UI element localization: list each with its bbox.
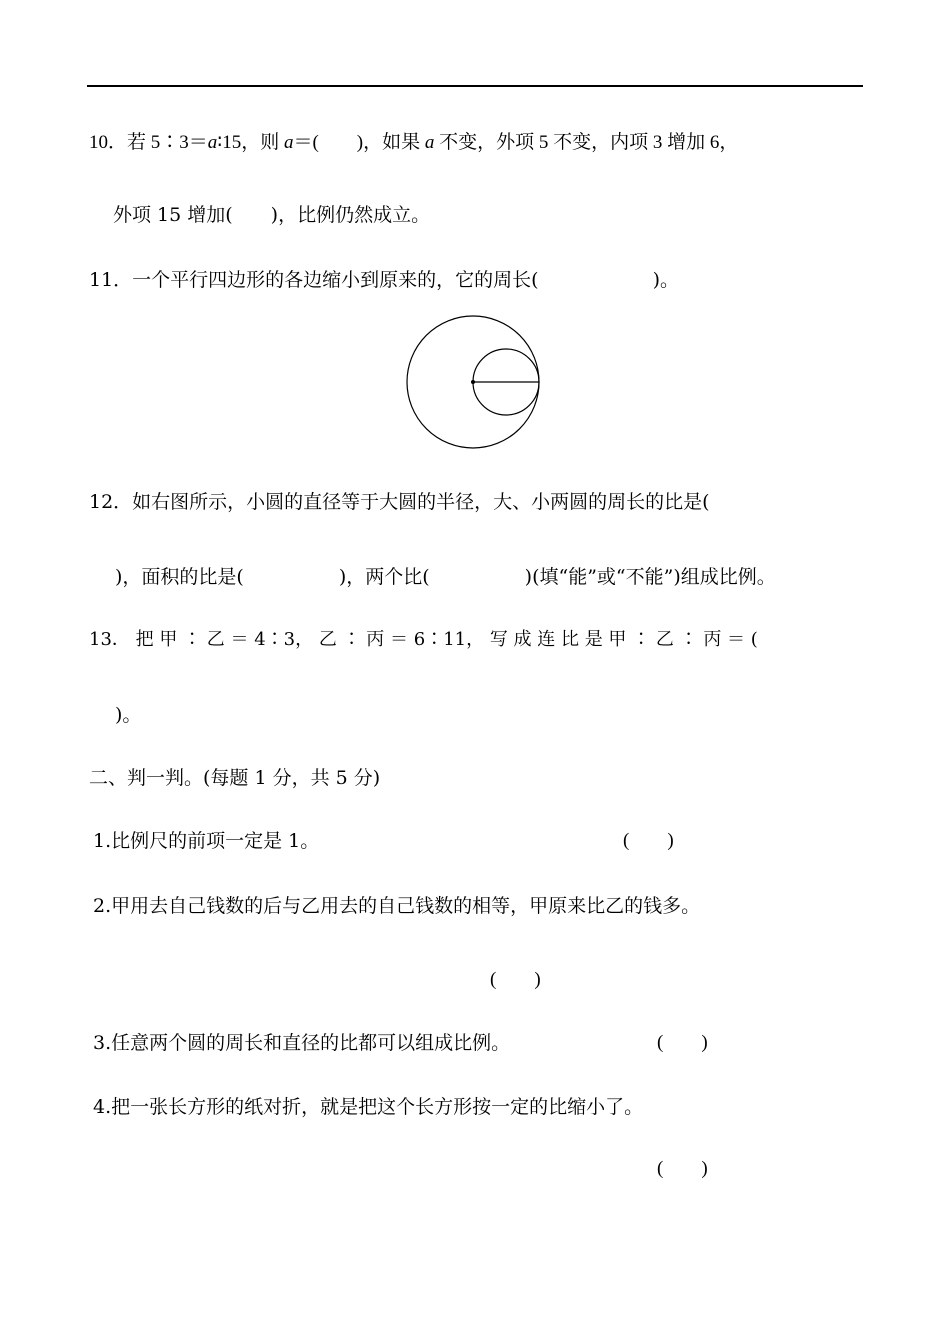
- judge-item-4: 4.把一张长方形的纸对折，就是把这个长方形按一定的比缩小了。: [93, 1096, 644, 1118]
- q10-var-a-1: a: [207, 132, 218, 153]
- q10-part-b: 5∶3＝: [150, 132, 208, 153]
- q10-part-h: 不变，外项 5 不变，内项 3 增加 6，: [434, 132, 739, 153]
- question-12-line-1: 12．如右图所示，小圆的直径等于大圆的半径，大、小两圆的周长的比是(: [89, 491, 710, 513]
- section-2-heading: 二、判一判。(每题 1 分，共 5 分): [89, 767, 381, 789]
- question-10-line-1: [89, 130, 738, 155]
- judge-item-2: 2.甲用去自己钱数的后与乙用去的自己钱数的相等，甲原来比乙的钱多。: [93, 895, 701, 917]
- header-rule: [87, 85, 863, 87]
- judge-item-1-answer[interactable]: ( ): [623, 830, 674, 851]
- q10-part-f: ＝( )，如果: [293, 132, 425, 153]
- judge-item-4-answer[interactable]: ( ): [657, 1158, 708, 1179]
- q10-var-a-2: a: [283, 132, 294, 153]
- judge-item-1: 1.比例尺的前项一定是 1。: [93, 830, 320, 852]
- judge-item-3: 3.任意两个圆的周长和直径的比都可以组成比例。: [93, 1032, 511, 1054]
- circles-figure: [400, 310, 550, 455]
- q10-part-d: ∶15，则: [217, 132, 284, 153]
- question-10-line-2: 外项 15 增加( )，比例仍然成立。: [113, 204, 431, 226]
- question-13-line-2: )。: [96, 704, 142, 726]
- judge-item-3-answer[interactable]: ( ): [657, 1032, 708, 1053]
- judge-item-2-answer[interactable]: ( ): [490, 969, 541, 990]
- question-11: 11．一个平行四边形的各边缩小到原来的，它的周长( )。: [89, 269, 680, 291]
- q10-part-a: 10．若: [89, 132, 151, 153]
- question-12-line-2: )，面积的比是( )，两个比( )(填“能”或“不能”)组成比例。: [96, 566, 776, 588]
- center-point: [471, 380, 475, 384]
- q10-var-a-3: a: [424, 132, 435, 153]
- question-13-line-1: 13． 把 甲 ∶ 乙 ＝ 4∶3， 乙 ∶ 丙 ＝ 6∶11， 写 成 连 比 是 甲 ∶ 乙 ∶ 丙 ＝ (: [89, 629, 758, 650]
